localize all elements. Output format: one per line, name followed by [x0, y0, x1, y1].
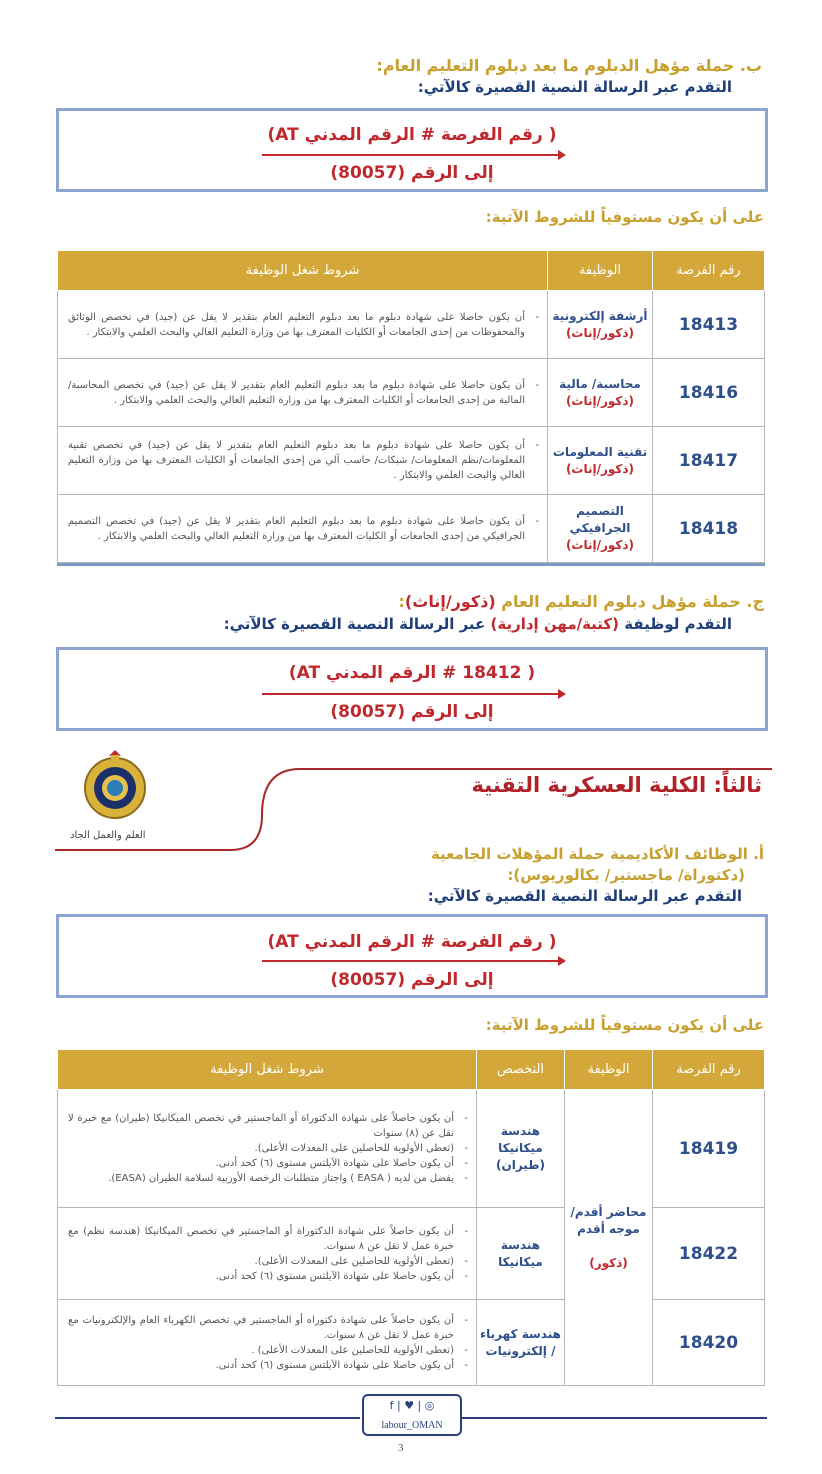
- job-conditions: - أن يكون حاصلا على شهادة دبلوم ما بعد دبلوم التعليم العام بتقدير لا يقل عن (جيد) في تخصص المحاسبة/المالية من إحدى الجامعات أو الكليات المعترف بها من وزارة التعليم العالي والبحث العلمي والابتكار .: [58, 359, 548, 427]
- opportunity-number: 18420: [653, 1300, 765, 1386]
- col-header-conditions: شروط شغل الوظيفة: [58, 251, 548, 291]
- table-row: [58, 291, 765, 359]
- specialization: هندسة كهرباء / إلكترونيات: [477, 1300, 565, 1386]
- opportunity-number: 18416: [653, 359, 765, 427]
- section-3-intro: التقدم عبر الرسالة النصية القصيرة كالآتي:: [427, 887, 742, 905]
- opportunity-number: 18418: [653, 495, 765, 563]
- table-row: [58, 359, 765, 427]
- col-header-job: الوظيفة: [548, 251, 653, 291]
- col-header-conditions: شروط شغل الوظيفة: [58, 1050, 477, 1090]
- job-title: محاسبة/ مالية (ذكور/إناث): [548, 359, 653, 427]
- specialization: هندسة ميكانيكا: [477, 1208, 565, 1300]
- opportunity-number: 18417: [653, 427, 765, 495]
- col-header-job: الوظيفة: [565, 1050, 653, 1090]
- table-row: [58, 427, 765, 495]
- specialization: هندسة ميكانيكا (طيران): [477, 1090, 565, 1208]
- table-row: [58, 1300, 765, 1386]
- section-c-intro: التقدم لوظيفة (كتبة/مهن إدارية) عبر الرسالة النصية القصيرة كالآتي:: [223, 615, 732, 633]
- table-row: [58, 1208, 765, 1300]
- arrow-right-icon: [262, 960, 564, 962]
- section-3-title: ثالثاً: الكلية العسكرية التقنية: [471, 773, 762, 797]
- sms-format: ( 18412 # الرقم المدني AT): [288, 663, 536, 683]
- sms-number: إلى الرقم (80057): [330, 970, 494, 990]
- job-title: تقنية المعلومات (ذكور/إناث): [548, 427, 653, 495]
- table-row: [58, 1090, 765, 1208]
- job-conditions: - أن يكون حاصلاً على شهادة الدكتوراة أو الماجستير في تخصص الميكانيكا (هندسة نظم) مع خبرة عمل لا تقل عن ٨ سنوات. - (تعطى الأولوية للحاصلين على المعدلات الأعلى). - أن يكون حاصلا على شهادة الآيلتس مستوى (٦) كحد أدنى.: [58, 1208, 477, 1300]
- job-conditions: - أن يكون حاصلا على شهادة دبلوم ما بعد دبلوم التعليم العام بتقدير لا يقل عن (جيد) في تخصص التصميم الجرافيكي من إحدى الجامعات أو الكليات المعترف بها من وزارة التعليم العالي والبحث العلمي والابتكار .: [58, 495, 548, 563]
- sms-number: إلى الرقم (80057): [330, 702, 494, 722]
- opportunity-number: 18413: [653, 291, 765, 359]
- sms-box-b: [56, 108, 768, 192]
- sub-a-title: أ. الوظائف الأكاديمية حملة المؤهلات الجامعية: [430, 845, 764, 863]
- sms-number: إلى الرقم (80057): [330, 163, 494, 183]
- jobs-table-b: [57, 250, 765, 563]
- job-title: محاضر أقدم/ موجه أقدم (ذكور): [565, 1090, 653, 1386]
- sms-format: ( رقم الفرصة # الرقم المدني AT): [267, 125, 557, 145]
- college-emblem-icon: [78, 748, 152, 822]
- college-motto: العلم والعمل الجاد: [70, 830, 146, 841]
- job-conditions: - أن يكون حاصلاً على شهادة دكتوراه أو الماجستير في تخصص الكهرباء العام والإلكترونيات مع خبرة عمل لا تقل عن ٨ سنوات. - (تعطى الأولوية للحاصلين على المعدلات الأعلى) . - أن يكون حاصلا على شهادة الآيلتس مستوى (٦) كحد أدنى.: [58, 1300, 477, 1386]
- social-badge[interactable]: [362, 1394, 462, 1436]
- footer-divider: [462, 1417, 767, 1419]
- jobs-table-3: [57, 1049, 765, 1386]
- social-handle[interactable]: labour_OMAN: [381, 1420, 443, 1431]
- col-header-id: رقم الفرصة: [653, 1050, 765, 1090]
- footer-divider: [55, 1417, 360, 1419]
- arrow-right-icon: [262, 154, 564, 156]
- conditions-intro-3: على أن يكون مستوفياً للشروط الآتية:: [485, 1016, 764, 1034]
- conditions-intro-b: على أن يكون مستوفياً للشروط الآتية:: [485, 208, 764, 226]
- job-conditions: - أن يكون حاصلا على شهادة دبلوم ما بعد دبلوم التعليم العام بتقدير لا يقل عن (جيد) في تخصص الوثائق والمحفوظات من إحدى الجامعات أو الكليات المعترف بها من وزارة التعليم العالي والبحث العلمي والابتكار .: [58, 291, 548, 359]
- section-b-title: ب. حملة مؤهل الدبلوم ما بعد دبلوم التعليم العام:: [376, 56, 762, 75]
- table-row: [58, 495, 765, 563]
- job-conditions: - أن يكون حاصلا على شهادة دبلوم ما بعد دبلوم التعليم العام بتقدير لا يقل عن (جيد) في تخصص تقنية المعلومات/نظم المعلومات/ شبكات/ حاسب آلي من إحدى الجامعات أو الكليات المعترف بها من وزارة التعليم العالي والبحث العلمي والابتكار .: [58, 427, 548, 495]
- social-icons[interactable]: f | ♥ | ◎: [389, 1399, 435, 1412]
- sms-format: ( رقم الفرصة # الرقم المدني AT): [267, 932, 557, 952]
- sub-a-degrees: (دكتوراة/ ماجستير/ بكالوريوس):: [507, 866, 745, 884]
- opportunity-number: 18422: [653, 1208, 765, 1300]
- section-b-intro: التقدم عبر الرسالة النصية القصيرة كالآتي:: [417, 78, 732, 96]
- job-conditions: - أن يكون حاصلاً على شهادة الدكتوراة أو الماجستير في تخصص الميكانيكا (طيران) مع خبرة لا تقل عن (٨) سنوات - (تعطى الأولوية للحاصلين على المعدلات الأعلى). - أن يكون حاصلا على شهادة الآيلتس مستوى (٦) كحد أدنى. - يفضل من لديه ( EASA ) واجتاز متطلبات الرخصة الأوربية لسلامة الطيران (EASA).: [58, 1090, 477, 1208]
- sms-box-c: [56, 647, 768, 731]
- opportunity-number: 18419: [653, 1090, 765, 1208]
- table-divider: [57, 563, 765, 566]
- col-header-id: رقم الفرصة: [653, 251, 765, 291]
- job-title: أرشفة إلكترونية (ذكور/إناث): [548, 291, 653, 359]
- arrow-right-icon: [262, 693, 564, 695]
- page-number: 3: [398, 1442, 404, 1454]
- section-c-title: ج. حملة مؤهل دبلوم التعليم العام (ذكور/إناث):: [398, 592, 764, 611]
- job-title: التصميم الجرافيكي (ذكور/إناث): [548, 495, 653, 563]
- sms-box-3: [56, 914, 768, 998]
- col-header-specialization: التخصص: [477, 1050, 565, 1090]
